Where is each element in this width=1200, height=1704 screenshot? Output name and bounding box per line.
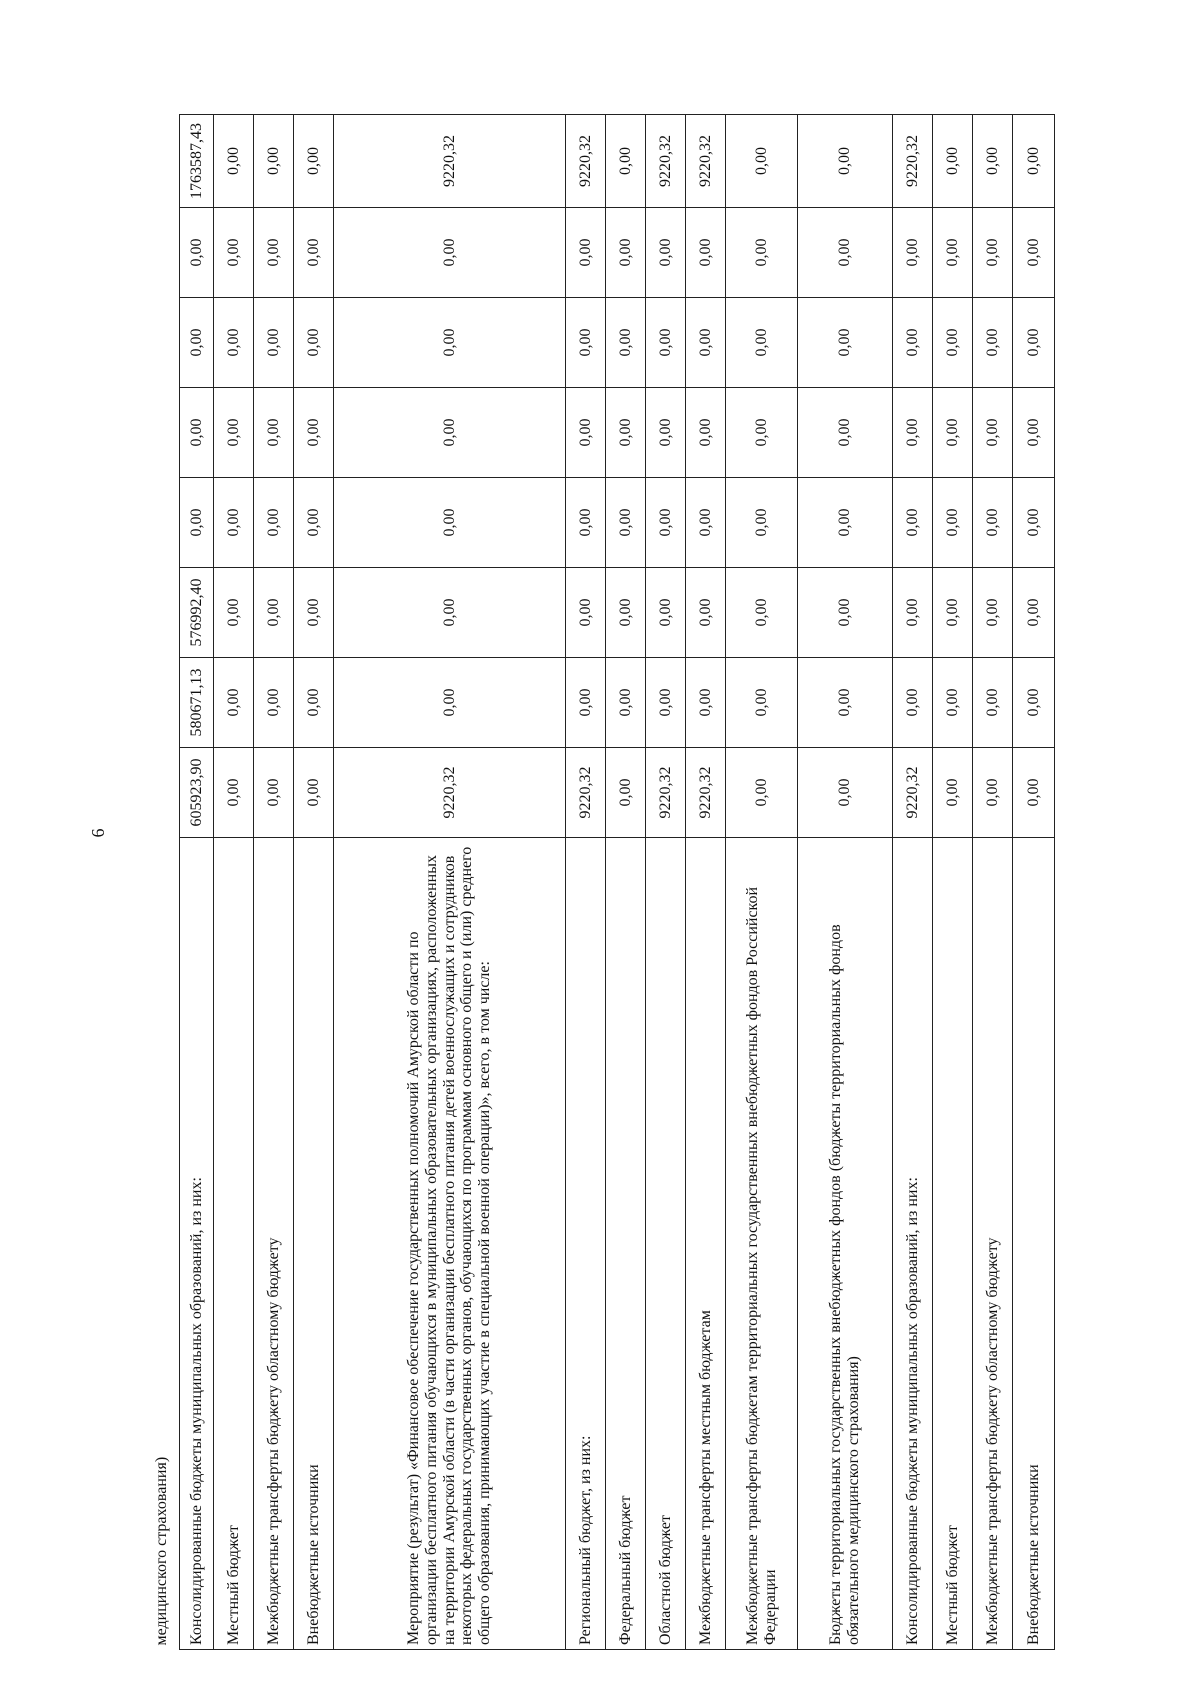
- table-row: [294, 115, 334, 1650]
- value-cell: 0,00: [1013, 388, 1055, 478]
- row-label: Межбюджетные трансферты бюджетам территориальных государственных внебюджетных фондов Российской Федерации: [726, 838, 798, 1650]
- value-cell: 0,00: [933, 748, 973, 838]
- value-cell: 0,00: [566, 478, 606, 568]
- value-cell: 0,00: [646, 658, 686, 748]
- value-cell: 605923,90: [180, 748, 214, 838]
- row-label: Федеральный бюджет: [606, 838, 646, 1650]
- row-label: Межбюджетные трансферты бюджету областному бюджету: [254, 838, 294, 1650]
- value-cell: 0,00: [798, 115, 893, 208]
- value-cell: 0,00: [254, 115, 294, 208]
- value-cell: 0,00: [893, 478, 933, 568]
- value-cell: 0,00: [214, 658, 254, 748]
- value-cell: 0,00: [646, 388, 686, 478]
- value-cell: 0,00: [294, 748, 334, 838]
- value-cell: 0,00: [933, 388, 973, 478]
- value-cell: 0,00: [606, 388, 646, 478]
- value-cell: 0,00: [798, 208, 893, 298]
- value-cell: 0,00: [686, 208, 726, 298]
- row-label: Внебюджетные источники: [1013, 838, 1055, 1650]
- value-cell: 0,00: [893, 298, 933, 388]
- value-cell: 0,00: [726, 298, 798, 388]
- value-cell: 0,00: [893, 568, 933, 658]
- value-cell: 0,00: [566, 568, 606, 658]
- value-cell: 580671,13: [180, 658, 214, 748]
- value-cell: 576992,40: [180, 568, 214, 658]
- value-cell: 0,00: [1013, 658, 1055, 748]
- value-cell: 0,00: [214, 298, 254, 388]
- table-row: [566, 115, 606, 1650]
- value-cell: 0,00: [566, 208, 606, 298]
- row-label: Областной бюджет: [646, 838, 686, 1650]
- value-cell: 0,00: [726, 748, 798, 838]
- value-cell: 0,00: [254, 388, 294, 478]
- value-cell: 0,00: [973, 388, 1013, 478]
- value-cell: 0,00: [726, 658, 798, 748]
- value-cell: 0,00: [294, 568, 334, 658]
- value-cell: 0,00: [798, 658, 893, 748]
- value-cell: 0,00: [606, 298, 646, 388]
- value-cell: 0,00: [334, 298, 566, 388]
- value-cell: 0,00: [1013, 478, 1055, 568]
- value-cell: 0,00: [334, 478, 566, 568]
- value-cell: 0,00: [686, 658, 726, 748]
- value-cell: 0,00: [646, 298, 686, 388]
- table-row: [933, 115, 973, 1650]
- table-row: [254, 115, 294, 1650]
- table-body: [145, 115, 1055, 1650]
- value-cell: 0,00: [1013, 748, 1055, 838]
- value-cell: 0,00: [726, 568, 798, 658]
- table-row: [726, 115, 798, 1650]
- value-cell: 0,00: [973, 568, 1013, 658]
- value-cell: 0,00: [798, 298, 893, 388]
- value-cell: 0,00: [726, 115, 798, 208]
- value-cell: 0,00: [180, 208, 214, 298]
- row-label: Мероприятие (результат) «Финансовое обеспечение государственных полномочий Амурской области по организации бесплатного питания обучающихся в муниципальных образовательных организациях, расположенных на территории Амурской области (в части организации бесплатного питания детей военнослужащих и сотрудников некоторых федеральных государственных органов, обучающихся по программам основного общего и (или) среднего общего образования, принимающих участие в специальной военной операции)», всего, в том числе:: [334, 838, 566, 1650]
- value-cell: 0,00: [1013, 298, 1055, 388]
- value-cell: 0,00: [566, 298, 606, 388]
- value-cell: 0,00: [606, 658, 646, 748]
- value-cell: 0,00: [973, 208, 1013, 298]
- value-cell: 0,00: [606, 568, 646, 658]
- value-cell: 9220,32: [646, 748, 686, 838]
- table-row: [893, 115, 933, 1650]
- table-row: [334, 115, 566, 1650]
- value-cell: 0,00: [933, 115, 973, 208]
- value-cell: 9220,32: [686, 748, 726, 838]
- rotated-table-container: [145, 115, 1115, 1650]
- value-cell: 0,00: [933, 658, 973, 748]
- value-cell: 0,00: [726, 388, 798, 478]
- value-cell: 0,00: [214, 568, 254, 658]
- page-number: 6: [88, 828, 108, 838]
- value-cell: 0,00: [566, 388, 606, 478]
- value-cell: 0,00: [798, 748, 893, 838]
- row-label: Межбюджетные трансферты бюджету областному бюджету: [973, 838, 1013, 1650]
- header-cell: медицинского страхования): [145, 838, 180, 1650]
- row-label: Консолидированные бюджеты муниципальных образований, из них:: [180, 838, 214, 1650]
- value-cell: 9220,32: [566, 115, 606, 208]
- value-cell: 0,00: [1013, 568, 1055, 658]
- value-cell: 0,00: [686, 298, 726, 388]
- value-cell: 0,00: [973, 658, 1013, 748]
- value-cell: 0,00: [294, 478, 334, 568]
- value-cell: 0,00: [726, 478, 798, 568]
- row-label: Межбюджетные трансферты местным бюджетам: [686, 838, 726, 1650]
- value-cell: 0,00: [294, 658, 334, 748]
- value-cell: 0,00: [254, 568, 294, 658]
- value-cell: 0,00: [180, 388, 214, 478]
- value-cell: 0,00: [798, 568, 893, 658]
- value-cell: 9220,32: [686, 115, 726, 208]
- table-row: [606, 115, 646, 1650]
- value-cell: 0,00: [798, 388, 893, 478]
- value-cell: 0,00: [973, 478, 1013, 568]
- value-cell: 0,00: [893, 658, 933, 748]
- value-cell: 0,00: [294, 115, 334, 208]
- value-cell: 0,00: [606, 115, 646, 208]
- value-cell: 0,00: [334, 658, 566, 748]
- value-cell: 0,00: [1013, 208, 1055, 298]
- value-cell: 0,00: [973, 298, 1013, 388]
- table-row: [214, 115, 254, 1650]
- value-cell: 0,00: [1013, 115, 1055, 208]
- row-label: Местный бюджет: [933, 838, 973, 1650]
- value-cell: 0,00: [214, 208, 254, 298]
- value-cell: 9220,32: [334, 115, 566, 208]
- value-cell: 0,00: [214, 388, 254, 478]
- value-cell: 0,00: [933, 568, 973, 658]
- table-row: [180, 115, 214, 1650]
- value-cell: 0,00: [973, 115, 1013, 208]
- value-cell: 0,00: [893, 388, 933, 478]
- value-cell: 0,00: [646, 208, 686, 298]
- value-cell: 0,00: [933, 208, 973, 298]
- value-cell: 0,00: [334, 208, 566, 298]
- value-cell: 0,00: [933, 298, 973, 388]
- value-cell: 0,00: [180, 478, 214, 568]
- value-cell: 0,00: [686, 568, 726, 658]
- value-cell: 0,00: [973, 748, 1013, 838]
- value-cell: 0,00: [606, 748, 646, 838]
- value-cell: 9220,32: [893, 748, 933, 838]
- value-cell: 0,00: [254, 748, 294, 838]
- value-cell: 0,00: [254, 208, 294, 298]
- header-continuation-row: [145, 115, 180, 1650]
- row-label: Внебюджетные источники: [294, 838, 334, 1650]
- value-cell: 0,00: [686, 388, 726, 478]
- row-label: Региональный бюджет, из них:: [566, 838, 606, 1650]
- value-cell: 0,00: [933, 478, 973, 568]
- value-cell: 0,00: [334, 388, 566, 478]
- value-cell: 0,00: [606, 478, 646, 568]
- value-cell: 0,00: [294, 388, 334, 478]
- value-cell: 0,00: [294, 208, 334, 298]
- table-row: [798, 115, 893, 1650]
- value-cell: 0,00: [214, 478, 254, 568]
- value-cell: 0,00: [726, 208, 798, 298]
- value-cell: 0,00: [254, 658, 294, 748]
- value-cell: 0,00: [566, 658, 606, 748]
- value-cell: 0,00: [606, 208, 646, 298]
- budget-table: [145, 114, 1055, 1650]
- row-label: Бюджеты территориальных государственных внебюджетных фондов (бюджеты территориальных фондов обязательного медицинского страхования): [798, 838, 893, 1650]
- table-row: [686, 115, 726, 1650]
- value-cell: 0,00: [214, 748, 254, 838]
- row-label: Консолидированные бюджеты муниципальных образований, из них:: [893, 838, 933, 1650]
- value-cell: 9220,32: [334, 748, 566, 838]
- value-cell: 0,00: [254, 478, 294, 568]
- value-cell: 0,00: [180, 298, 214, 388]
- value-cell: 1763587,43: [180, 115, 214, 208]
- value-cell: 9220,32: [646, 115, 686, 208]
- value-cell: 0,00: [798, 478, 893, 568]
- value-cell: 0,00: [686, 478, 726, 568]
- value-cell: 0,00: [893, 208, 933, 298]
- value-cell: 9220,32: [893, 115, 933, 208]
- value-cell: 0,00: [254, 298, 294, 388]
- table-row: [1013, 115, 1055, 1650]
- value-cell: 0,00: [334, 568, 566, 658]
- value-cell: 0,00: [646, 478, 686, 568]
- row-label: Местный бюджет: [214, 838, 254, 1650]
- value-cell: 0,00: [214, 115, 254, 208]
- value-cell: 0,00: [646, 568, 686, 658]
- table-row: [973, 115, 1013, 1650]
- value-cell: 0,00: [294, 298, 334, 388]
- value-cell: 9220,32: [566, 748, 606, 838]
- table-row: [646, 115, 686, 1650]
